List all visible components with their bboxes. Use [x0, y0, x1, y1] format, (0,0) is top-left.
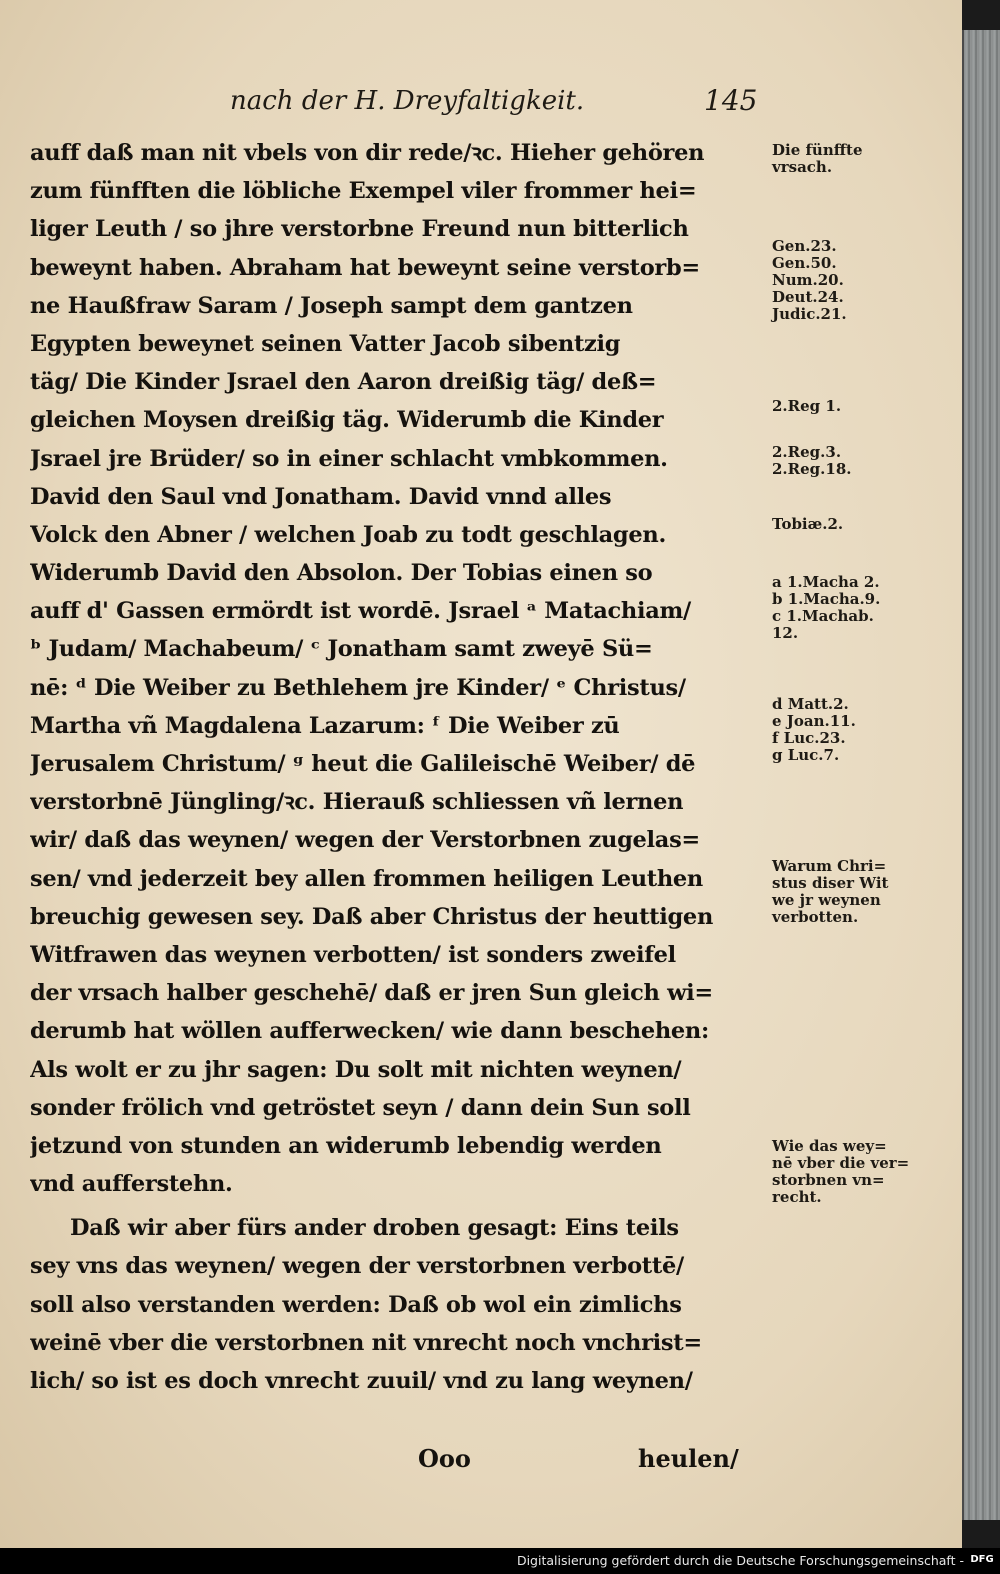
text-line: lich/ so ist es doch vnrecht zuuil/ vnd zu lang weynen/	[30, 1368, 693, 1394]
margin-note: Tobiæ.2.	[772, 515, 844, 533]
body-text	[30, 134, 762, 1473]
text-line: Jsrael jre Brüder/ so in einer schlacht vmbkommen.	[30, 445, 668, 472]
text-line: liger Leuth / so jhre verstorbne Freund nun bitterlich	[30, 216, 689, 243]
footer-bar	[0, 1548, 1000, 1574]
text-line: nē: ᵈ Die Weiber zu Bethlehem jre Kinder/ ᵉ Christus/	[30, 674, 686, 701]
margin-note: Wie das wey= nē vber die ver= storbnen vn= recht.	[772, 1137, 910, 1206]
text-line: auff daß man nit vbels von dir rede/ꝛc. Hieher gehören	[30, 140, 705, 166]
text-line: ᵇ Judam/ Machabeum/ ᶜ Jonatham samt zweyē Sü=	[30, 636, 653, 663]
text-line: Als wolt er zu jhr sagen: Du solt mit nichten weynen/	[30, 1056, 682, 1083]
text-line: sey vns das weynen/ wegen der verstorbnen verbottē/	[30, 1253, 684, 1280]
text-line: gleichen Moysen dreißig täg. Widerumb die Kinder	[30, 407, 664, 434]
margin-note: a 1.Macha 2. b 1.Macha.9. c 1.Machab. 12.	[772, 573, 881, 642]
text-line: Egypten beweynet seinen Vatter Jacob sibentzig	[30, 330, 621, 357]
text-line: auff d' Gassen ermördt ist wordē. Jsrael ᵃ Matachiam/	[30, 598, 691, 625]
text-line: sonder frölich vnd getröstet seyn / dann dein Sun soll	[30, 1094, 691, 1121]
margin-note: Warum Chri= stus diser Wit we jr weynen verbotten.	[772, 857, 889, 926]
text-line: Daß wir aber fürs ander droben gesagt: Eins teils	[70, 1215, 679, 1242]
text-line: beweynt haben. Abraham hat beweynt seine verstorb=	[30, 254, 700, 281]
text-line: Jerusalem Christum/ ᵍ heut die Galileischē Weiber/ dē	[30, 751, 696, 777]
text-line: jetzund von stunden an widerumb lebendig werden	[30, 1132, 662, 1159]
text-line: ne Haußfraw Saram / Joseph sampt dem gantzen	[30, 292, 633, 319]
margin-note: Die fünffte vrsach.	[772, 141, 863, 176]
text-line: Witfrawen das weynen verbotten/ ist sonders zweifel	[30, 941, 676, 968]
margin-note: d Matt.2. e Joan.11. f Luc.23. g Luc.7.	[772, 695, 856, 764]
paragraph-1	[30, 134, 762, 1203]
text-line: wir/ daß das weynen/ wegen der Verstorbnen zugelas=	[30, 827, 700, 854]
dfg-logo: DFG	[970, 1554, 994, 1565]
text-line: breuchig gewesen sey. Daß aber Christus der heuttigen	[30, 903, 714, 930]
running-head: nach der H. Dreyfaltigkeit.	[230, 86, 585, 116]
text-line: sen/ vnd jederzeit bey allen frommen heiligen Leuthen	[30, 865, 703, 892]
text-line: täg/ Die Kinder Jsrael den Aaron dreißig täg/ deß=	[30, 369, 657, 396]
text-line: verstorbnē Jüngling/ꝛc. Hierauß schliessen vñ lernen	[30, 789, 684, 816]
text-line: vnd aufferstehn.	[30, 1171, 233, 1198]
text-line: Widerumb David den Absolon. Der Tobias einen so	[30, 560, 653, 587]
margin-note: 2.Reg 1.	[772, 397, 842, 415]
margin-note: 2.Reg.3. 2.Reg.18.	[772, 443, 852, 478]
catchword: heulen/	[638, 1444, 739, 1473]
text-line: Martha vñ Magdalena Lazarum: ᶠ Die Weiber zū	[30, 712, 620, 739]
page-header	[200, 86, 760, 126]
page-foot	[30, 1444, 762, 1484]
text-line: David den Saul vnd Jonatham. David vnnd alles	[30, 483, 612, 510]
signature-mark: Ooo	[418, 1444, 471, 1473]
funding-credit: Digitalisierung gefördert durch die Deutsche Forschungsgemeinschaft -	[516, 1553, 964, 1568]
page-edge	[962, 30, 1000, 1520]
text-line: derumb hat wöllen aufferwecken/ wie dann beschehen:	[30, 1018, 709, 1045]
text-line: der vrsach halber geschehē/ daß er jren Sun gleich wi=	[30, 980, 713, 1007]
paragraph-2	[30, 1209, 762, 1400]
margin-note: Gen.23. Gen.50. Num.20. Deut.24. Judic.21.	[772, 237, 847, 323]
text-line: Volck den Abner / welchen Joab zu todt geschlagen.	[30, 521, 666, 548]
text-line: soll also verstanden werden: Daß ob wol ein zimlichs	[30, 1291, 682, 1318]
folio-number: 145	[704, 84, 758, 117]
text-line: weinē vber die verstorbnen nit vnrecht noch vnchrist=	[30, 1329, 702, 1356]
text-line: zum fünfften die löbliche Exempel viler frommer hei=	[30, 178, 697, 205]
marginal-notes	[772, 0, 942, 1548]
